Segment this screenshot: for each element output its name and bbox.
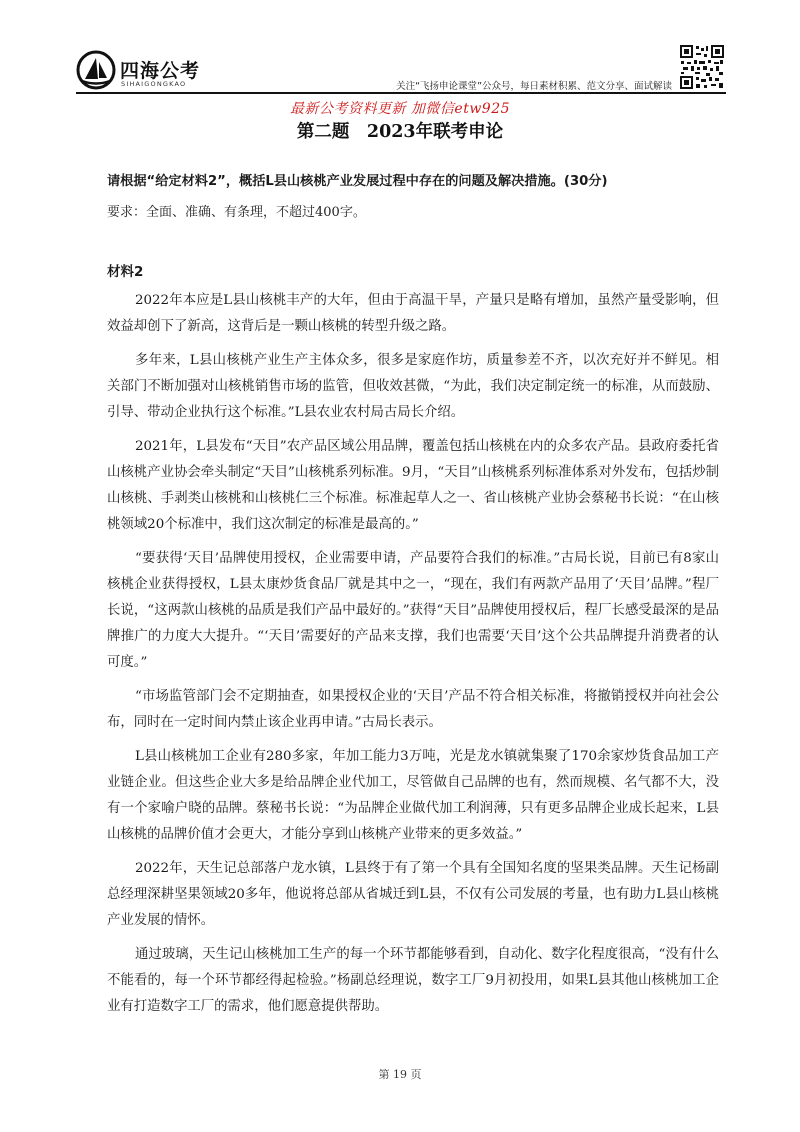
paragraph: 2021年，L县发布“天目”农产品区域公用品牌，覆盖包括山核桃在内的众多农产品。县政府委托省山核桃产业协会牵头制定“天目”山核桃系列标准。9月，“天目”山核桃系列标准体系对外发布，包括炒制山核桃、手剥类山核桃和山核桃仁三个标准。标准起草人之一、省山核桃产业协会蔡秘书长说：“在山核桃领域20个标准中，我们这次制定的标准是最高的。”: [107, 439, 719, 532]
question-prompt: 请根据“给定材料2”，概括L县山核桃产业发展过程中存在的问题及解决措施。(30分): [107, 174, 608, 189]
paragraph: 2022年本应是L县山核桃丰产的大年，但由于高温干旱，产量只是略有增加，虽然产量受影响，但效益却创下了新高，这背后是一颗山核桃的转型升级之路。: [107, 293, 719, 334]
paragraph: L县山核桃加工企业有280多家，年加工能力3万吨，光是龙水镇就集聚了170余家炒货食品加工产业链企业。但这些企业大多是给品牌企业代加工，尽管做自己品牌的也有，然而规模、名气都不大，没有一个家喻户晓的品牌。蔡秘书长说：“为品牌企业做代加工利润薄，只有更多品牌企业成长起来，L县山核桃的品牌价值才会更大，才能分享到山核桃产业带来的更多效益。”: [107, 749, 719, 842]
qr-code-icon[interactable]: [679, 44, 725, 90]
paragraph: “市场监管部门会不定期抽查，如果授权企业的‘天目’产品不符合相关标准，将撤销授权并向社会公布，同时在一定时间内禁止该企业再申请。”古局长表示。: [107, 689, 719, 730]
page-number: 第 19 页: [378, 1068, 422, 1081]
answer-requirement: 要求：全面、准确、有条理，不超过400字。: [107, 205, 366, 220]
sihai-logo-icon: [76, 50, 116, 90]
promo-text: 关注“飞扬申论课堂”公众号，每日素材积累、范文分享、面试解读: [396, 81, 672, 92]
brand-name: 四海公考: [120, 60, 201, 82]
page-title: 第二题 2023年联考申论: [296, 122, 504, 142]
header-divider: [76, 92, 726, 94]
material-body: [107, 288, 719, 1028]
paragraph: 多年来，L县山核桃产业生产主体众多，很多是家庭作坊，质量参差不齐，以次充好并不鲜见。相关部门不断加强对山核桃销售市场的监管，但收效甚微，“为此，我们决定制定统一的标准，从而鼓励、引导、带动企业执行这个标准。”L县农业农村局古局长介绍。: [107, 353, 719, 420]
brand-subtitle: SIHAIGONGKAO: [121, 80, 187, 88]
paragraph: “要获得‘天目’品牌使用授权，企业需要申请，产品要符合我们的标准。”古局长说，目前已有8家山核桃企业获得授权，L县太康炒货食品厂就是其中之一，“现在，我们有两款产品用了‘天目’品牌。”程厂长说，“这两款山核桃的品质是我们产品中最好的。”获得“天目”品牌使用授权后，程厂长感受最深的是品牌推广的力度大大提升。“‘天目’需要好的产品来支撑，我们也需要‘天目’这个公共品牌提升消费者的认可度。”: [107, 551, 719, 670]
material-heading: 材料2: [107, 264, 144, 280]
paragraph: 通过玻璃，天生记山核桃加工生产的每一个环节都能够看到，自动化、数字化程度很高，“没有什么不能看的，每一个环节都经得起检验。”杨副总经理说，数字工厂9月初投用，如果L县其他山核桃加工企业有打造数字工厂的需求，他们愿意提供帮助。: [107, 947, 719, 1014]
watermark-text: 最新公考资料更新 加微信etw925: [289, 101, 511, 117]
page-header: [0, 0, 800, 100]
paragraph: 2022年，天生记总部落户龙水镇，L县终于有了第一个具有全国知名度的坚果类品牌。天生记杨副总经理深耕坚果领域20多年，他说将总部从省城迁到L县，不仅有公司发展的考量，也有助力L县山核桃产业发展的情怀。: [107, 861, 719, 928]
